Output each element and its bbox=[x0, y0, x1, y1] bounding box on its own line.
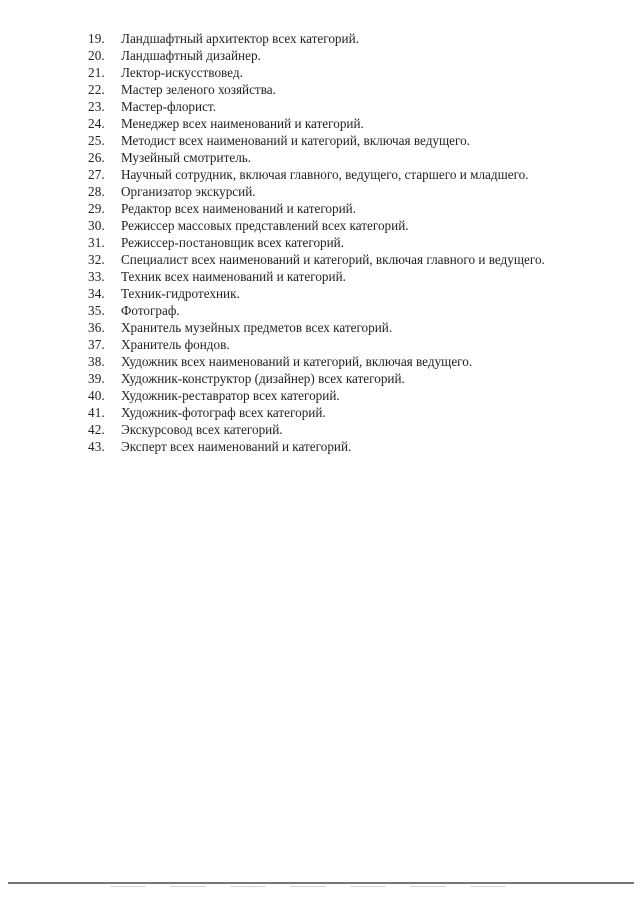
list-item bbox=[88, 149, 600, 166]
item-text: Режиссер-постановщик всех категорий. bbox=[121, 235, 345, 250]
item-text: Специалист всех наименований и категорий, включая главного и ведущего. bbox=[121, 252, 545, 267]
item-number: 28. bbox=[88, 184, 105, 199]
list-item bbox=[88, 302, 600, 319]
item-number: 36. bbox=[88, 320, 105, 335]
item-text: Менеджер всех наименований и категорий. bbox=[121, 116, 364, 131]
item-number: 30. bbox=[88, 218, 105, 233]
item-number: 19. bbox=[88, 31, 105, 46]
list-item bbox=[88, 268, 600, 285]
list-item bbox=[88, 200, 600, 217]
list-item bbox=[88, 438, 600, 455]
item-number: 21. bbox=[88, 65, 105, 80]
item-number: 25. bbox=[88, 133, 105, 148]
list-item bbox=[88, 98, 600, 115]
list-item bbox=[88, 387, 600, 404]
item-text: Художник-конструктор (дизайнер) всех категорий. bbox=[121, 371, 405, 386]
item-text: Фотограф. bbox=[121, 303, 180, 318]
item-number: 42. bbox=[88, 422, 105, 437]
item-number: 31. bbox=[88, 235, 105, 250]
item-text: Мастер зеленого хозяйства. bbox=[121, 82, 276, 97]
item-number: 22. bbox=[88, 82, 105, 97]
item-number: 37. bbox=[88, 337, 105, 352]
list-item bbox=[88, 30, 600, 47]
list-item bbox=[88, 370, 600, 387]
item-text: Ландшафтный дизайнер. bbox=[121, 48, 261, 63]
item-number: 20. bbox=[88, 48, 105, 63]
item-number: 23. bbox=[88, 99, 105, 114]
list-item bbox=[88, 115, 600, 132]
scan-artifact-line bbox=[110, 886, 530, 887]
list-item bbox=[88, 336, 600, 353]
item-text: Хранитель музейных предметов всех категорий. bbox=[121, 320, 393, 335]
page-bottom-divider bbox=[8, 882, 634, 884]
item-text: Художник всех наименований и категорий, включая ведущего. bbox=[121, 354, 473, 369]
item-text: Лектор-искусствовед. bbox=[121, 65, 243, 80]
list-item bbox=[88, 183, 600, 200]
item-text: Мастер-флорист. bbox=[121, 99, 216, 114]
item-text: Техник всех наименований и категорий. bbox=[121, 269, 346, 284]
item-text: Редактор всех наименований и категорий. bbox=[121, 201, 357, 216]
list-item bbox=[88, 421, 600, 438]
item-text: Художник-реставратор всех категорий. bbox=[121, 388, 340, 403]
item-number: 39. bbox=[88, 371, 105, 386]
item-number: 27. bbox=[88, 167, 105, 182]
item-number: 29. bbox=[88, 201, 105, 216]
list-item bbox=[88, 319, 600, 336]
item-number: 35. bbox=[88, 303, 105, 318]
item-number: 43. bbox=[88, 439, 105, 454]
item-number: 24. bbox=[88, 116, 105, 131]
item-number: 33. bbox=[88, 269, 105, 284]
list-item bbox=[88, 404, 600, 421]
list-item bbox=[88, 217, 600, 234]
item-number: 32. bbox=[88, 252, 105, 267]
item-text: Художник-фотограф всех категорий. bbox=[121, 405, 326, 420]
item-number: 38. bbox=[88, 354, 105, 369]
item-number: 26. bbox=[88, 150, 105, 165]
list-item bbox=[88, 132, 600, 149]
item-number: 40. bbox=[88, 388, 105, 403]
list-item bbox=[88, 234, 600, 251]
item-text: Методист всех наименований и категорий, включая ведущего. bbox=[121, 133, 471, 148]
list-item bbox=[88, 353, 600, 370]
item-text: Организатор экскурсий. bbox=[121, 184, 256, 199]
item-number: 34. bbox=[88, 286, 105, 301]
item-text: Хранитель фондов. bbox=[121, 337, 230, 352]
list-item bbox=[88, 251, 600, 268]
list-item bbox=[88, 285, 600, 302]
list-item bbox=[88, 47, 600, 64]
item-text: Экскурсовод всех категорий. bbox=[121, 422, 283, 437]
item-text: Эксперт всех наименований и категорий. bbox=[121, 439, 352, 454]
item-text: Режиссер массовых представлений всех категорий. bbox=[121, 218, 409, 233]
item-text: Ландшафтный архитектор всех категорий. bbox=[121, 31, 359, 46]
profession-list bbox=[88, 30, 600, 455]
item-text: Техник-гидротехник. bbox=[121, 286, 240, 301]
list-item bbox=[88, 64, 600, 81]
item-text: Научный сотрудник, включая главного, ведущего, старшего и младшего. bbox=[121, 167, 529, 182]
item-number: 41. bbox=[88, 405, 105, 420]
item-text: Музейный смотритель. bbox=[121, 150, 252, 165]
list-item bbox=[88, 81, 600, 98]
list-item bbox=[88, 166, 600, 183]
